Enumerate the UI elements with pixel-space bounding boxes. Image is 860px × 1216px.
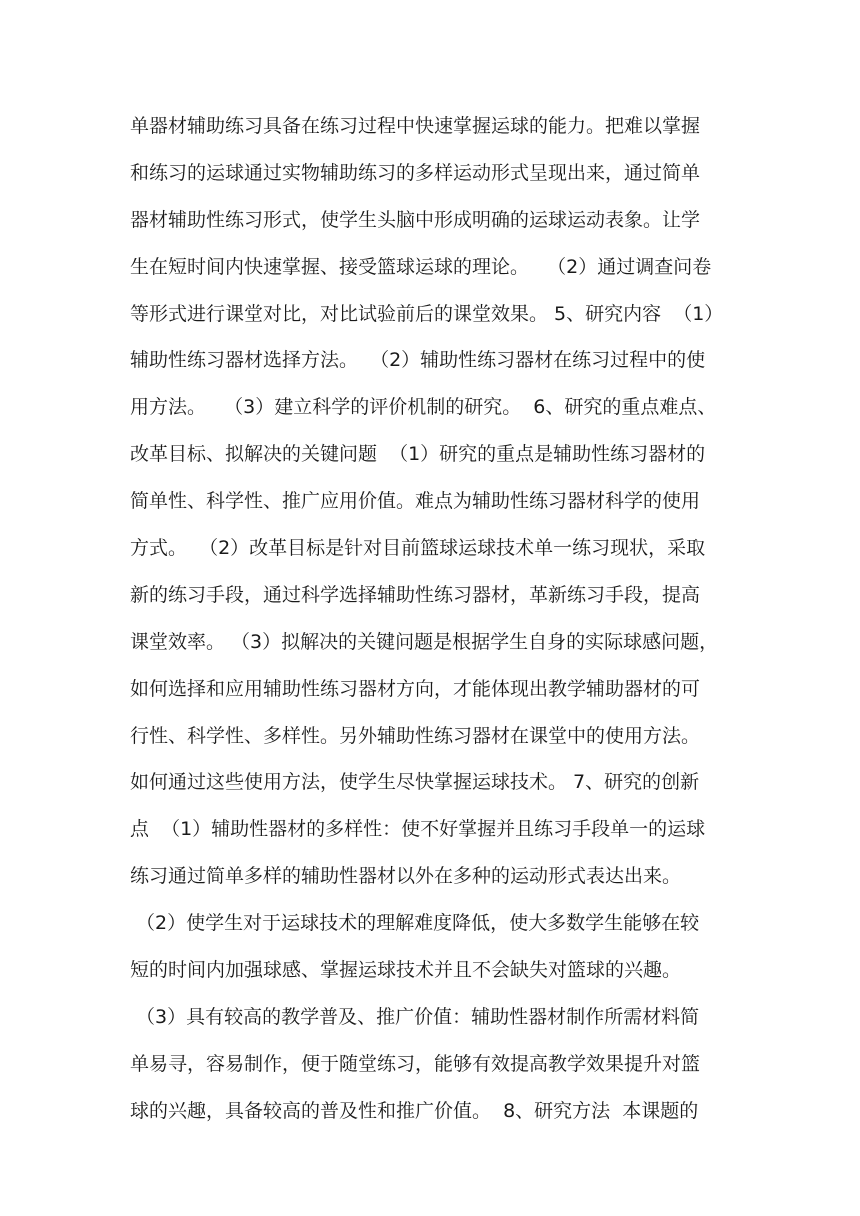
text-line: （3）具有较高的教学普及、推广价值：辅助性器材制作所需材料简	[130, 1005, 700, 1028]
text-line: 辅助性练习器材选择方法。 （2）辅助性练习器材在练习过程中的使	[130, 349, 706, 372]
text-line: 课堂效率。 （3）拟解决的关键问题是根据学生自身的实际球感问题，	[130, 630, 719, 653]
text-line: 球的兴趣，具备较高的普及性和推广价值。 8、研究方法 本课题的	[130, 1099, 699, 1122]
text-line: 行性、科学性、多样性。另外辅助性练习器材在课堂中的使用方法。	[130, 724, 701, 747]
text-line: 方式。 （2）改革目标是针对目前篮球运球技术单一练习现状，采取	[130, 537, 706, 560]
text-line: 用方法。 （3）建立科学的评价机制的研究。 6、研究的重点难点、	[130, 396, 717, 419]
text-line: 新的练习手段，通过科学选择辅助性练习器材，革新练习手段，提高	[130, 583, 701, 606]
body-text	[130, 103, 742, 1135]
text-line: 如何通过这些使用方法，使学生尽快掌握运球技术。 7、研究的创新	[130, 771, 700, 794]
text-line: 等形式进行课堂对比，对比试验前后的课堂效果。 5、研究内容 （1）	[130, 302, 724, 325]
text-line: 单器材辅助练习具备在练习过程中快速掌握运球的能力。把难以掌握	[130, 115, 701, 137]
text-line: （2）使学生对于运球技术的理解难度降低，使大多数学生能够在较	[130, 912, 700, 935]
text-line: 生在短时间内快速掌握、接受篮球运球的理论。 （2）通过调查问卷	[130, 255, 712, 278]
text-line: 改革目标、拟解决的关键问题 （1）研究的重点是辅助性练习器材的	[130, 443, 706, 466]
text-line: 器材辅助性练习形式，使学生头脑中形成明确的运球运动表象。让学	[130, 208, 701, 231]
text-line: 点 （1）辅助性器材的多样性：使不好掌握并且练习手段单一的运球	[130, 818, 706, 841]
text-line: 和练习的运球通过实物辅助练习的多样运动形式呈现出来，通过简单	[130, 161, 701, 184]
text-line: 单易寻，容易制作，便于随堂练习，能够有效提高教学效果提升对篮	[130, 1052, 701, 1075]
text-line: 短的时间内加强球感、掌握运球技术并且不会缺失对篮球的兴趣。	[130, 959, 682, 982]
text-line: 练习通过简单多样的辅助性器材以外在多种的运动形式表达出来。	[130, 865, 682, 888]
text-line: 简单性、科学性、推广应用价值。难点为辅助性练习器材科学的使用	[130, 490, 701, 513]
text-line: 如何选择和应用辅助性练习器材方向，才能体现出教学辅助器材的可	[130, 677, 701, 700]
